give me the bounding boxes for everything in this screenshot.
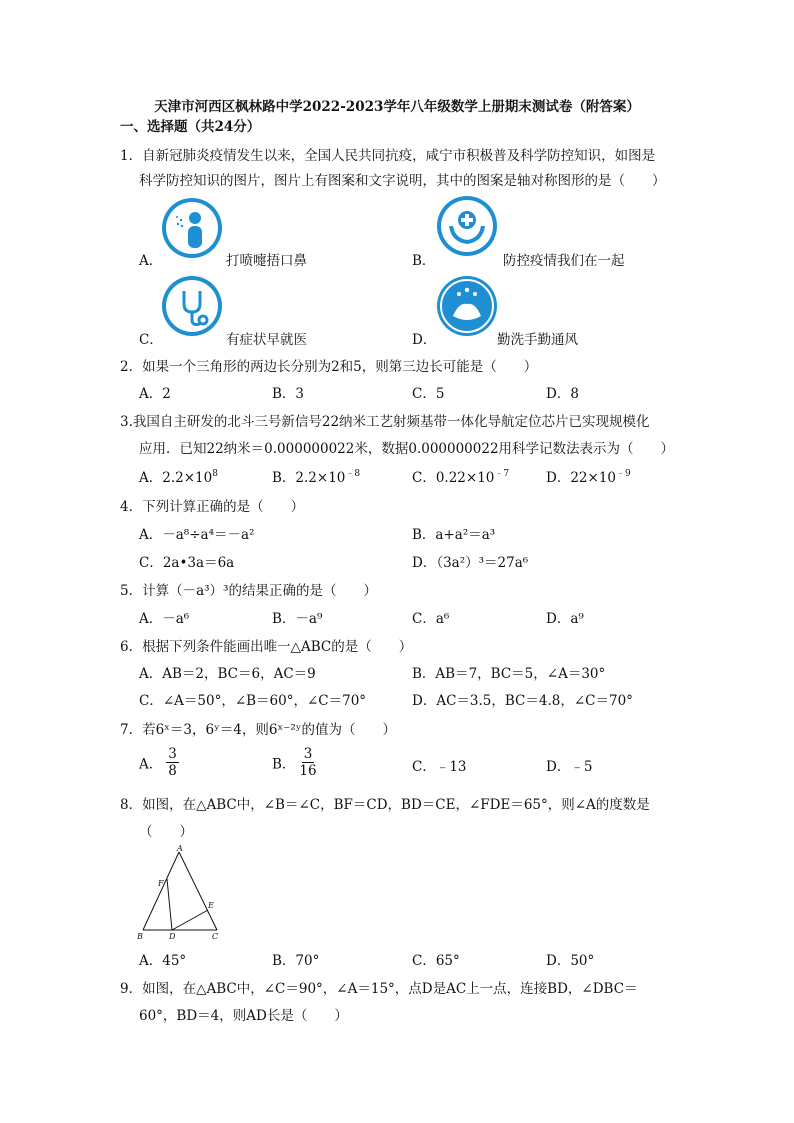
q1-option-b-text: 防控疫情我们在一起 bbox=[503, 253, 625, 269]
q6-option-c: C．∠A＝50°，∠B＝60°，∠C＝70° bbox=[139, 693, 367, 709]
q5-stem: 5．计算（－a³）³的结果正确的是（ ） bbox=[120, 583, 377, 599]
q1-option-c-label: C． bbox=[139, 332, 163, 348]
page-title: 天津市河西区枫林路中学2022-2023学年八年级数学上册期末测试卷（附答案） bbox=[154, 99, 640, 115]
q7-stem: 7．若6ˣ＝3，6ʸ＝4，则6ˣ⁻²ʸ的值为（ ） bbox=[120, 722, 396, 738]
q9-stem-line2: 60°，BD＝4，则AD长是（ ） bbox=[139, 1008, 348, 1024]
q8-stem-line2: （ ） bbox=[139, 824, 193, 840]
stethoscope-icon bbox=[162, 276, 222, 336]
q6-stem: 6．根据下列条件能画出唯一△ABC的是（ ） bbox=[120, 639, 413, 655]
hands-cross-icon bbox=[437, 196, 497, 256]
q4-option-b: B．a+a²＝a³ bbox=[412, 527, 496, 543]
q4-option-d: D．（3a²）³＝27a⁶ bbox=[412, 555, 529, 571]
q8-option-b: B．70° bbox=[272, 953, 320, 969]
q8-option-a: A．45° bbox=[139, 953, 187, 969]
label-b: B bbox=[137, 932, 143, 941]
label-f: F bbox=[158, 879, 164, 888]
q5-option-a: A．－a⁶ bbox=[139, 611, 190, 627]
q3-stem-line2: 应用．已知22纳米＝0.000000022米，数据0.000000022用科学记数法表示为（ ） bbox=[139, 441, 675, 457]
q8-triangle-figure bbox=[134, 842, 229, 944]
q1-stem-line2: 科学防控知识的图片，图片上有图案和文字说明，其中的图案是轴对称图形的是（ ） bbox=[139, 173, 666, 189]
q7-option-d: D．﹣5 bbox=[546, 759, 593, 775]
q1-option-b-label: B． bbox=[412, 253, 436, 269]
q3-option-d: D．$22\times 10^{﹣9}$ bbox=[546, 469, 631, 486]
q6-option-d: D．AC＝3.5，BC＝4.8，∠C＝70° bbox=[412, 693, 633, 709]
label-a: A bbox=[177, 844, 183, 853]
q7-option-c: C．﹣13 bbox=[412, 759, 467, 775]
q3-option-b: B．$2.2\times 10^{﹣8}$ bbox=[272, 469, 361, 486]
q7-option-a: A． $\frac{3}{8}$ bbox=[139, 746, 177, 779]
q1-option-d-label: D． bbox=[412, 332, 437, 348]
q2-option-a: A．2 bbox=[139, 386, 171, 402]
q8-stem-line1: 8．如图，在△ABC中，∠B＝∠C，BF＝CD，BD＝CE，∠FDE＝65°，则∠A的度数是 bbox=[120, 797, 650, 813]
q1-stem-line1: 1．自新冠肺炎疫情发生以来，全国人民共同抗疫，咸宁市积极普及科学防控知识，如图是 bbox=[120, 148, 656, 164]
q1-option-d-text: 勤洗手勤通风 bbox=[497, 332, 578, 348]
q5-option-b: B．－a⁹ bbox=[272, 611, 323, 627]
sneeze-cover-icon bbox=[162, 198, 222, 258]
q4-option-c: C．2a•3a＝6a bbox=[139, 555, 235, 571]
q4-option-a: A．－a⁸÷a⁴＝－a² bbox=[139, 527, 255, 543]
q6-option-a: A．AB＝2，BC＝6，AC＝9 bbox=[139, 666, 316, 682]
q8-option-c: C．65° bbox=[412, 953, 460, 969]
label-c: C bbox=[212, 932, 219, 941]
q3-stem-line1: 3.我国自主研发的北斗三号新信号22纳米工艺射频基带一体化导航定位芯片已实现规模化 bbox=[120, 414, 650, 430]
label-e: E bbox=[208, 901, 214, 910]
q7-option-b: B． $\frac{3}{16}$ bbox=[272, 746, 317, 779]
q1-option-a-text: 打喷嚏捂口鼻 bbox=[226, 253, 307, 269]
q1-option-a-label: A． bbox=[139, 253, 163, 269]
q5-option-d: D．a⁹ bbox=[546, 611, 584, 627]
q2-option-b: B．3 bbox=[272, 386, 305, 402]
q2-option-d: D．8 bbox=[546, 386, 579, 402]
q2-option-c: C．5 bbox=[412, 386, 445, 402]
q1-option-c-text: 有症状早就医 bbox=[226, 332, 307, 348]
q6-option-b: B．AB＝7，BC＝5，∠A＝30° bbox=[412, 666, 606, 682]
label-d: D bbox=[169, 932, 176, 941]
q3-option-c: C．$0.22\times 10^{﹣7}$ bbox=[412, 469, 510, 486]
q4-stem: 4．下列计算正确的是（ ） bbox=[120, 499, 305, 515]
q8-option-d: D．50° bbox=[546, 953, 595, 969]
q2-stem: 2．如果一个三角形的两边长分别为2和5，则第三边长可能是（ ） bbox=[120, 359, 538, 375]
q5-option-c: C．a⁶ bbox=[412, 611, 450, 627]
q9-stem-line1: 9．如图，在△ABC中，∠C＝90°，∠A＝15°，点D是AC上一点，连接BD，∠DBC＝ bbox=[120, 981, 638, 997]
section-heading: 一、选择题（共24分） bbox=[120, 119, 261, 135]
hand-washing-icon bbox=[437, 276, 497, 336]
q3-option-a: A．$2.2\times 10^8$ bbox=[139, 469, 218, 486]
